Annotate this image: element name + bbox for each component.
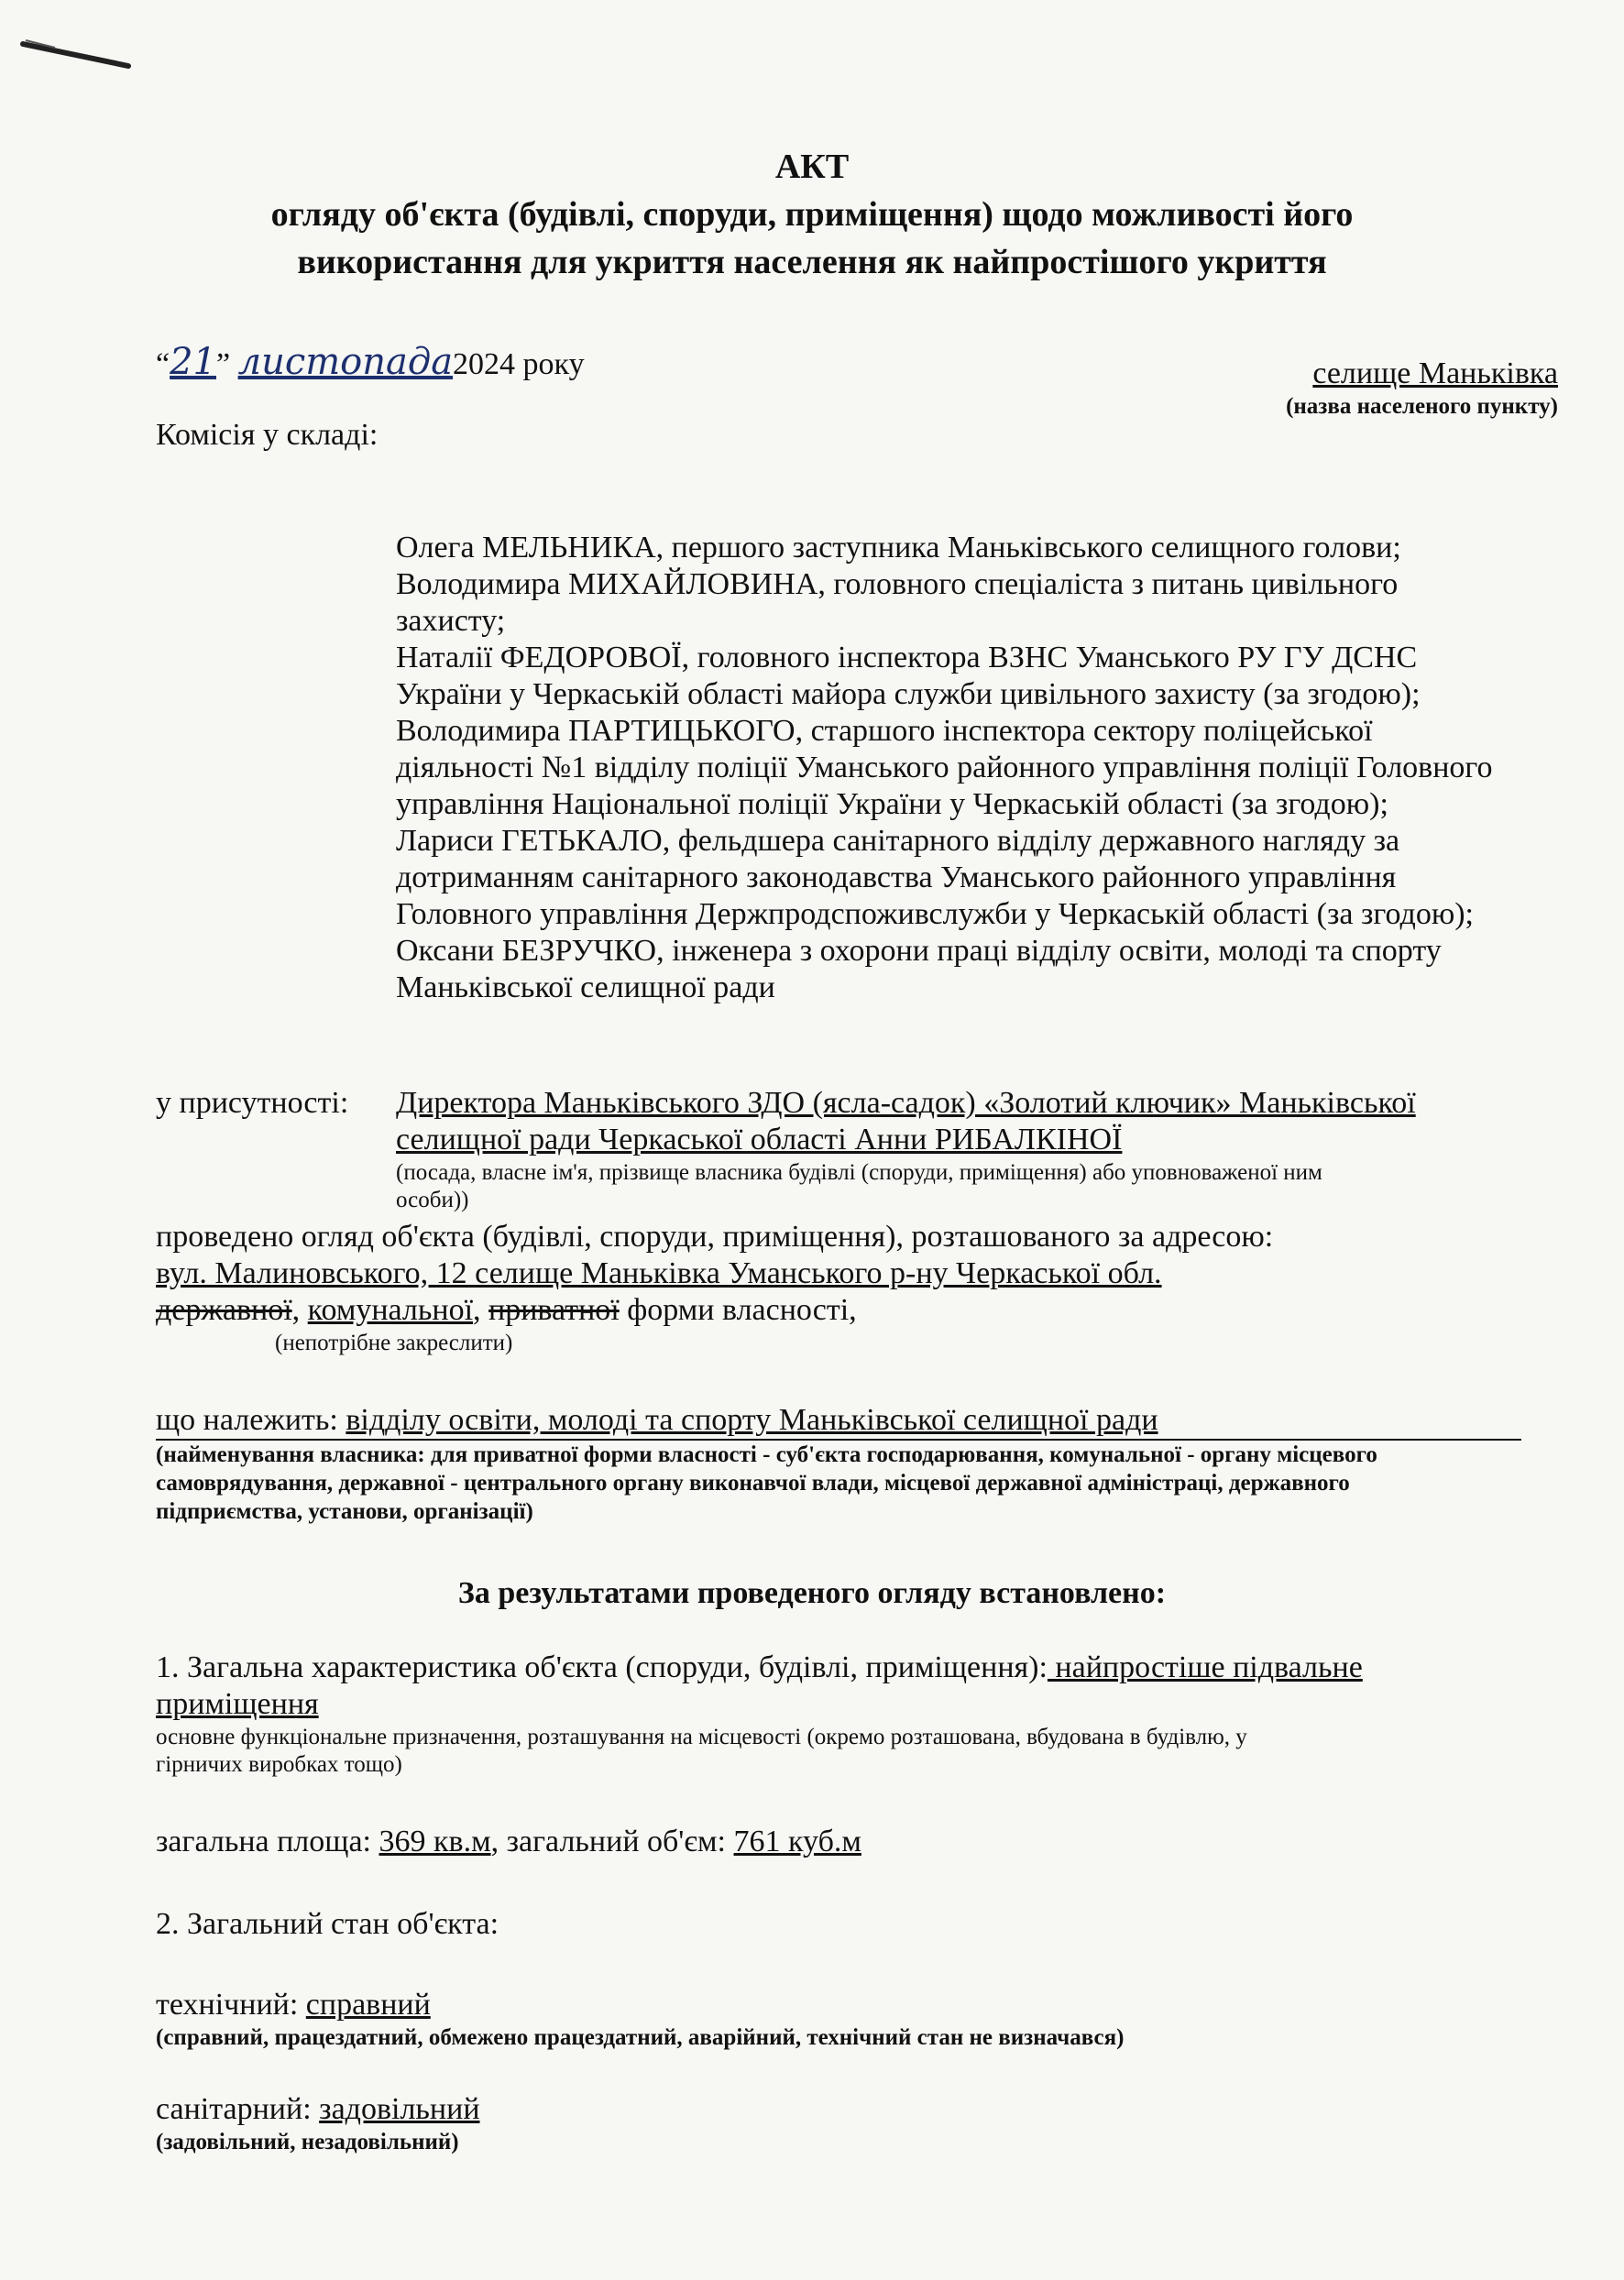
member-line: Головного управління Держпродспоживслужби у Черкаській області (за згодою); <box>396 897 1475 931</box>
date-close-quote: ” <box>216 347 231 381</box>
date-day: 21 <box>170 341 216 383</box>
ownership-sep: , <box>291 1293 308 1327</box>
pen-mark <box>18 27 137 82</box>
owner-line <box>156 1402 1521 1441</box>
member-line: України у Черкаській області майора служби цивільного захисту (за згодою); <box>396 677 1421 711</box>
presence-line2: селищної ради Черкаської області Анни РИБАЛКІНОЇ <box>396 1123 1123 1156</box>
date-year: 2024 року <box>453 347 585 381</box>
doc-subtitle-line2: використання для укриття населення як найпростішого укриття <box>297 243 1327 281</box>
place-name: селище Маньківка <box>1312 356 1558 390</box>
san-label: санітарний: <box>156 2092 320 2126</box>
member-line: Оксани БЕЗРУЧКО, інженера з охорони праці відділу освіти, молоді та спорту <box>396 934 1442 968</box>
volume-label: , загальний об'єм: <box>490 1825 734 1858</box>
date-month: листопада <box>237 341 454 383</box>
presence-caption-line1: (посада, власне ім'я, прізвище власника будівлі (споруди, приміщення) або уповноваженої ним <box>396 1160 1322 1185</box>
member-line: Наталії ФЕДОРОВОЇ, головного інспектора ВЗНС Уманського РУ ГУ ДСНС <box>396 641 1418 674</box>
owner-caption-line2: самоврядування, державної - центрального органу виконавчої влади, місцевої державної адміністраці, державного <box>156 1471 1350 1496</box>
member-line: захисту; <box>396 604 506 638</box>
ownership-communal: комунальної <box>307 1293 474 1327</box>
presence-label: у присутності: <box>156 1086 349 1120</box>
member-line: Володимира ПАРТИЦЬКОГО, старшого інспектора сектору поліцейської <box>396 714 1373 748</box>
presence-line1: Директора Маньківського ЗДО (ясла-садок) «Золотий ключик» Маньківської <box>396 1086 1416 1120</box>
owner-value: відділу освіти, молоді та спорту Маньківської селищної ради <box>346 1403 1158 1437</box>
owner-caption-line3: підприємства, установи, організації) <box>156 1499 533 1524</box>
ownership-state: державної <box>156 1293 292 1327</box>
tech-label: технічний: <box>156 1988 306 2022</box>
area-value: 369 кв.м <box>379 1825 491 1858</box>
san-caption: (задовільний, незадовільний) <box>156 2130 459 2154</box>
inspection-text: проведено огляд об'єкта (будівлі, споруди, приміщення), розташованого за адресою: <box>156 1220 1274 1254</box>
item1-caption-line1: основне функціональне призначення, розташування на місцевості (окремо розташована, вбудована в будівлю, у <box>156 1725 1247 1749</box>
inspection-address: вул. Малиновського, 12 селище Маньківка Уманського р-ну Черкаської обл. <box>156 1256 1162 1290</box>
member-line: діяльності №1 відділу поліції Уманського районного управління поліції Головного <box>396 751 1493 784</box>
doc-title: АКТ <box>774 148 850 186</box>
item1-value: найпростіше підвальне <box>1047 1650 1363 1684</box>
tech-caption: (справний, працездатний, обмежено працездатний, аварійний, технічний стан не визначався) <box>156 2025 1125 2050</box>
presence-caption-line2: особи)) <box>396 1188 469 1212</box>
owner-caption <box>156 1441 1531 1526</box>
san-line <box>156 2091 480 2128</box>
ownership-suffix: форми власності, <box>619 1293 857 1327</box>
owner-prefix: що належить: <box>156 1403 346 1437</box>
item1-prefix: 1. Загальна характеристика об'єкта (споруди, будівлі, приміщення): <box>156 1650 1048 1684</box>
san-value: задовільний <box>319 2092 480 2126</box>
member-line: управління Національної поліції України у Черкаській області (за згодою); <box>396 787 1388 821</box>
member-line: дотриманням санітарного законодавства Уманського районного управління <box>396 860 1397 894</box>
commission-label: Комісія у складі: <box>156 418 379 452</box>
volume-value: 761 куб.м <box>733 1825 861 1858</box>
ownership-caption: (непотрібне закреслити) <box>275 1331 513 1355</box>
tech-value: справний <box>305 1988 431 2022</box>
member-line: Володимира МИХАЙЛОВИНА, головного спеціаліста з питань цивільного <box>396 567 1399 601</box>
date-open-quote: “ <box>156 347 170 381</box>
ownership-sep: , <box>473 1293 489 1327</box>
commission-members <box>396 530 1560 1006</box>
owner-caption-line1: (найменування власника: для приватної форми власності - суб'єкта господарювання, комунальної - органу місцевого <box>156 1442 1377 1467</box>
area-label: загальна площа: <box>156 1825 379 1858</box>
item1-value-line2: приміщення <box>156 1687 319 1721</box>
date-line <box>156 341 585 383</box>
tech-line <box>156 1987 431 2023</box>
area-volume-line <box>156 1824 861 1860</box>
member-line: Лариси ГЕТЬКАЛО, фельдшера санітарного відділу державного нагляду за <box>396 824 1400 858</box>
ownership-private: приватної <box>488 1293 620 1327</box>
item2: 2. Загальний стан об'єкта: <box>156 1907 499 1941</box>
member-line: Олега МЕЛЬНИКА, першого заступника Маньківського селищного голови; <box>396 531 1401 565</box>
results-heading: За результатами проведеного огляду встановлено: <box>457 1576 1167 1610</box>
place-caption: (назва населеного пункту) <box>1286 394 1558 419</box>
member-line: Маньківської селищної ради <box>396 970 775 1004</box>
ownership-line <box>156 1292 857 1329</box>
item1-line1 <box>156 1650 1363 1686</box>
doc-subtitle-line1: огляду об'єкта (будівлі, споруди, приміщення) щодо можливості його <box>270 195 1354 234</box>
item1-caption-line2: гірничих виробках тощо) <box>156 1752 402 1777</box>
